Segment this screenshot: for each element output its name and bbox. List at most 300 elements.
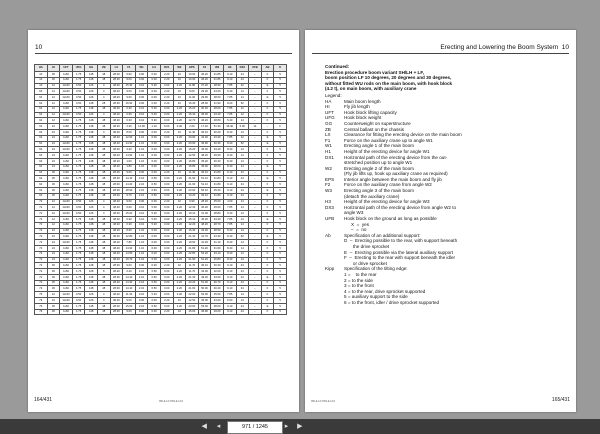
- table-cell: 6.50: [148, 274, 161, 280]
- table-cell: 9.10: [223, 274, 236, 280]
- table-cell: 1.75: [72, 176, 85, 182]
- table-cell: 48.20: [110, 95, 123, 101]
- option-line: the drive sprocket: [344, 244, 390, 249]
- column-header: HI: [47, 65, 60, 72]
- kipp-title: Specification of the tilting edge:: [344, 266, 408, 272]
- table-cell: 5.00: [236, 124, 249, 130]
- table-cell: 1x160: [60, 112, 73, 118]
- table-cell: 6.00: [148, 228, 161, 234]
- table-cell: 24: [47, 245, 60, 251]
- column-header: LX: [110, 65, 123, 72]
- table-cell: 2.20: [160, 95, 173, 101]
- table-cell: 51.00: [198, 280, 211, 286]
- table-cell: 43.00: [198, 269, 211, 275]
- table-cell: 7.85: [223, 95, 236, 101]
- legend-key: UFT: [325, 109, 334, 115]
- table-cell: 148: [85, 147, 98, 153]
- table-cell: 24.30: [211, 234, 224, 240]
- table-cell: F: [261, 269, 274, 275]
- table-cell: 5: [274, 193, 287, 199]
- table-cell: –: [249, 118, 262, 124]
- column-header: EPS: [186, 65, 199, 72]
- table-cell: 1.10: [135, 147, 148, 153]
- table-cell: 1.10: [135, 234, 148, 240]
- table-cell: 52.00: [198, 292, 211, 298]
- table-cell: F: [261, 199, 274, 205]
- legend-value: Height of the erecting device for angle W1: [344, 148, 430, 154]
- table-cell: F: [261, 228, 274, 234]
- table-cell: 11.70: [186, 269, 199, 275]
- table-cell: 30.30: [211, 263, 224, 269]
- table-cell: 48.20: [110, 292, 123, 298]
- table-cell: 5.30: [148, 205, 161, 211]
- table-cell: 0.00: [160, 176, 173, 182]
- table-cell: 5.30: [148, 292, 161, 298]
- legend-key: GG: [325, 120, 333, 126]
- table-cell: 9.10: [223, 280, 236, 286]
- table-cell: 16.40: [186, 112, 199, 118]
- table-cell: –: [249, 298, 262, 304]
- table-cell: 12: [47, 100, 60, 106]
- table-cell: 12: [47, 205, 60, 211]
- table-cell: 2.20: [173, 106, 186, 112]
- table-cell: 0.00: [148, 77, 161, 83]
- table-cell: 64: [35, 158, 48, 164]
- table-cell: F: [261, 286, 274, 292]
- table-cell: 1.75: [72, 309, 85, 315]
- table-cell: 0.50: [72, 205, 85, 211]
- table-cell: 28.20: [198, 199, 211, 205]
- table-cell: 0.00: [160, 187, 173, 193]
- table-cell: 36: [47, 263, 60, 269]
- table-cell: 12.30: [186, 205, 199, 211]
- table-cell: 9.10: [223, 72, 236, 78]
- table-cell: 9.10: [223, 182, 236, 188]
- table-cell: 148: [85, 141, 98, 147]
- last-page-icon[interactable]: ▶: [296, 423, 303, 430]
- table-cell: 8.40: [223, 234, 236, 240]
- table-cell: 14: [236, 129, 249, 135]
- table-cell: 24: [47, 251, 60, 257]
- table-cell: 148: [85, 309, 98, 315]
- table-cell: 72: [35, 216, 48, 222]
- legend-key: H1: [325, 148, 331, 154]
- table-cell: 0.50: [72, 95, 85, 101]
- table-cell: 16.30: [186, 100, 199, 106]
- table-cell: 6.50: [148, 280, 161, 286]
- table-cell: 72: [35, 251, 48, 257]
- table-cell: 6.30: [123, 118, 136, 124]
- table-cell: 9.10: [223, 303, 236, 309]
- table-cell: –: [249, 182, 262, 188]
- table-cell: 0.00: [160, 211, 173, 217]
- table-cell: 24: [47, 240, 60, 246]
- table-cell: 44: [236, 170, 249, 176]
- table-cell: 44: [236, 303, 249, 309]
- table-cell: 48: [97, 274, 110, 280]
- table-cell: 1x60: [60, 176, 73, 182]
- table-cell: 28.00: [198, 100, 211, 106]
- option-line: or drive sprocket: [344, 260, 387, 266]
- table-cell: 76: [35, 298, 48, 304]
- column-header: F1: [123, 65, 136, 72]
- table-cell: 12.50: [186, 298, 199, 304]
- table-cell: 14: [236, 205, 249, 211]
- legend-value: Hook block weight: [344, 115, 382, 121]
- table-cell: 6.00: [223, 298, 236, 304]
- table-cell: 5.40: [223, 118, 236, 124]
- table-cell: 1.75: [72, 234, 85, 240]
- table-cell: 1x60: [60, 216, 73, 222]
- table-cell: 64: [35, 187, 48, 193]
- legend-value: Horizontal path of the erecting device from the out-: [344, 154, 448, 160]
- table-cell: 148: [85, 153, 98, 159]
- table-cell: 2.20: [160, 298, 173, 304]
- table-cell: 44: [236, 286, 249, 292]
- table-cell: 4: [97, 129, 110, 135]
- table-cell: 0.10: [135, 118, 148, 124]
- table-cell: 5: [274, 100, 287, 106]
- table-cell: 4: [97, 95, 110, 101]
- column-header: AB: [261, 65, 274, 72]
- table-cell: 2.10: [135, 182, 148, 188]
- table-cell: 5: [274, 153, 287, 159]
- table-cell: 12: [236, 112, 249, 118]
- column-header: W1: [135, 65, 148, 72]
- table-cell: 10: [173, 89, 186, 95]
- table-cell: 72: [35, 245, 48, 251]
- table-cell: 1.75: [72, 164, 85, 170]
- table-cell: 22.00: [186, 292, 199, 298]
- table-cell: 2.20: [160, 263, 173, 269]
- column-header: DX3: [236, 65, 249, 72]
- table-cell: 2.20: [160, 170, 173, 176]
- table-cell: 0.00: [160, 222, 173, 228]
- table-cell: 24: [47, 124, 60, 130]
- table-cell: –: [249, 95, 262, 101]
- table-cell: 2.10: [135, 187, 148, 193]
- header-chapter-number: 10: [561, 44, 569, 51]
- table-cell: 12: [47, 95, 60, 101]
- table-cell: 14.10: [123, 286, 136, 292]
- table-cell: 21.85: [211, 72, 224, 78]
- table-cell: 48: [97, 187, 110, 193]
- table-cell: 1x160: [60, 205, 73, 211]
- option-line: F – Erecting to the rear with support beneath the idler: [344, 255, 456, 261]
- table-cell: 48.20: [110, 199, 123, 205]
- table-cell: 5: [274, 216, 287, 222]
- table-cell: 0.50: [72, 298, 85, 304]
- table-cell: 0.00: [160, 280, 173, 286]
- table-cell: 2.20: [173, 118, 186, 124]
- table-body: [35, 72, 287, 315]
- table-cell: 10: [173, 309, 186, 315]
- table-cell: 48.20: [110, 245, 123, 251]
- table-cell: 14: [236, 228, 249, 234]
- table-cell: 9.10: [223, 187, 236, 193]
- table-cell: 30.30: [211, 158, 224, 164]
- table-cell: 0.00: [135, 77, 148, 83]
- table-cell: 31.00: [198, 211, 211, 217]
- table-cell: 5: [274, 187, 287, 193]
- table-cell: 48.20: [110, 129, 123, 135]
- table-cell: 2.20: [173, 286, 186, 292]
- table-cell: 0.00: [135, 72, 148, 78]
- table-cell: –: [249, 187, 262, 193]
- table-cell: 48.20: [110, 164, 123, 170]
- table-cell: 48: [97, 240, 110, 246]
- table-cell: 10: [173, 263, 186, 269]
- column-header: UFG: [72, 65, 85, 72]
- table-cell: 36: [47, 187, 60, 193]
- table-cell: 23.20: [186, 280, 199, 286]
- table-cell: 1x160: [60, 83, 73, 89]
- table-cell: 2.10: [135, 274, 148, 280]
- table-cell: 12.60: [123, 135, 136, 141]
- table-cell: 36: [47, 182, 60, 188]
- table-cell: 36: [47, 170, 60, 176]
- table-cell: 42.30: [198, 135, 211, 141]
- table-cell: 0.00: [160, 269, 173, 275]
- table-cell: –: [249, 170, 262, 176]
- table-cell: F: [261, 153, 274, 159]
- table-cell: 12.50: [186, 153, 199, 159]
- table-cell: 126: [85, 112, 98, 118]
- table-cell: 14: [236, 95, 249, 101]
- table-cell: 5: [274, 129, 287, 135]
- table-cell: 48: [97, 182, 110, 188]
- table-cell: 48.20: [110, 147, 123, 153]
- table-cell: 9.10: [223, 269, 236, 275]
- prev-page-icon[interactable]: ◂: [216, 423, 221, 430]
- table-cell: 1.75: [72, 129, 85, 135]
- table-cell: 2.20: [173, 153, 186, 159]
- table-cell: E: [261, 135, 274, 141]
- table-cell: 36.20: [198, 72, 211, 78]
- table-cell: 28.30: [110, 72, 123, 78]
- table-cell: 11.30: [186, 170, 199, 176]
- table-cell: –: [249, 257, 262, 263]
- first-page-icon[interactable]: ◀: [201, 423, 208, 430]
- column-header: H3: [223, 65, 236, 72]
- legend-key: HI: [325, 104, 330, 110]
- column-header: UFT: [60, 65, 73, 72]
- table-cell: 48.20: [110, 222, 123, 228]
- column-header: H1: [148, 65, 161, 72]
- table-cell: 7.85: [223, 135, 236, 141]
- table-cell: 1.75: [72, 77, 85, 83]
- table-cell: 64: [35, 100, 48, 106]
- table-cell: 148: [85, 106, 98, 112]
- table-cell: 148: [85, 216, 98, 222]
- page-number-field[interactable]: [227, 421, 283, 434]
- table-cell: 148: [85, 118, 98, 124]
- table-cell: 35.20: [211, 187, 224, 193]
- table-cell: 9.00: [123, 199, 136, 205]
- ab-key: Ab: [325, 232, 331, 238]
- table-cell: 5: [274, 228, 287, 234]
- table-cell: 14: [236, 153, 249, 159]
- table-cell: 1.75: [72, 170, 85, 176]
- table-cell: 72: [35, 269, 48, 275]
- table-cell: 48.20: [110, 240, 123, 246]
- table-cell: 12: [47, 216, 60, 222]
- table-cell: 2.20: [173, 211, 186, 217]
- table-cell: 28.30: [110, 303, 123, 309]
- table-cell: 14: [236, 118, 249, 124]
- table-cell: 0.00: [148, 298, 161, 304]
- table-cell: 24.00: [211, 89, 224, 95]
- table-cell: 14: [236, 89, 249, 95]
- table-cell: 0.00: [148, 89, 161, 95]
- table-cell: 48: [97, 257, 110, 263]
- table-cell: 38.00: [211, 303, 224, 309]
- table-cell: 36.10: [198, 170, 211, 176]
- table-cell: 1.10: [135, 141, 148, 147]
- table-cell: 23.90: [186, 187, 199, 193]
- table-cell: 21.90: [186, 257, 199, 263]
- table-cell: 5: [274, 170, 287, 176]
- table-cell: 44: [236, 269, 249, 275]
- table-cell: 9.10: [223, 309, 236, 315]
- table-cell: 5: [274, 112, 287, 118]
- table-cell: –: [249, 309, 262, 315]
- table-cell: 50.30: [198, 286, 211, 292]
- table-cell: 24: [47, 158, 60, 164]
- legend-value: Hook block lifting capacity: [344, 109, 397, 115]
- table-cell: F: [261, 257, 274, 263]
- table-cell: 126: [85, 199, 98, 205]
- table-cell: 148: [85, 158, 98, 164]
- table-cell: 14: [236, 216, 249, 222]
- kipp-options: [325, 272, 571, 306]
- table-cell: 12.70: [186, 118, 199, 124]
- table-cell: –: [249, 228, 262, 234]
- table-cell: 21.30: [186, 274, 199, 280]
- table-cell: 64: [35, 124, 48, 130]
- table-cell: 1x60: [60, 269, 73, 275]
- intro-line: Erection procedure boom variant SH/LH + LF,: [325, 69, 424, 75]
- table-cell: 0.10: [135, 211, 148, 217]
- table-cell: 31.60: [211, 245, 224, 251]
- legend-value: Main boom length: [344, 98, 381, 104]
- table-cell: 44: [236, 193, 249, 199]
- table-cell: 14.90: [123, 245, 136, 251]
- table-cell: 76: [35, 303, 48, 309]
- table-cell: 1.75: [72, 228, 85, 234]
- table-cell: 148: [85, 72, 98, 78]
- table-cell: 36: [47, 286, 60, 292]
- table-cell: 28: [97, 100, 110, 106]
- table-cell: 1x160: [60, 298, 73, 304]
- table-cell: 2.20: [173, 257, 186, 263]
- erection-table-wrapper: [34, 64, 287, 315]
- table-cell: 72: [35, 280, 48, 286]
- table-cell: 33.60: [211, 274, 224, 280]
- table-cell: 2.10: [135, 193, 148, 199]
- table-cell: 48: [97, 135, 110, 141]
- table-cell: 48.20: [110, 141, 123, 147]
- table-cell: 28.30: [110, 170, 123, 176]
- table-cell: 2.20: [173, 274, 186, 280]
- table-cell: 9.00: [123, 263, 136, 269]
- table-cell: 1x60: [60, 135, 73, 141]
- table-cell: 2.20: [173, 245, 186, 251]
- table-cell: 48: [97, 158, 110, 164]
- table-cell: 12: [47, 118, 60, 124]
- table-cell: 52: [236, 100, 249, 106]
- table-cell: 48.20: [110, 228, 123, 234]
- table-cell: 0.00: [160, 135, 173, 141]
- table-cell: –: [249, 211, 262, 217]
- table-cell: 31.80: [211, 170, 224, 176]
- table-cell: 1.75: [72, 193, 85, 199]
- table-cell: 1x60: [60, 251, 73, 257]
- table-cell: F: [261, 222, 274, 228]
- table-cell: 48: [97, 303, 110, 309]
- table-cell: 5.30: [148, 222, 161, 228]
- table-cell: 1x60: [60, 187, 73, 193]
- table-cell: 12.20: [186, 222, 199, 228]
- column-header: UFB: [249, 65, 262, 72]
- table-cell: 48: [97, 193, 110, 199]
- table-cell: 10: [35, 77, 48, 83]
- table-cell: 0.00: [135, 170, 148, 176]
- table-cell: 0.00: [135, 199, 148, 205]
- table-header-row: [35, 65, 287, 72]
- table-cell: 0.00: [135, 100, 148, 106]
- table-cell: 51.30: [211, 124, 224, 130]
- table-cell: 2.10: [135, 176, 148, 182]
- table-cell: 0.00: [160, 240, 173, 246]
- table-cell: E: [261, 274, 274, 280]
- table-cell: 14.90: [135, 124, 148, 130]
- table-cell: –: [249, 83, 262, 89]
- option-line: 6 = to the front, idler / drive sprocket supported: [344, 299, 440, 305]
- table-cell: 1.75: [72, 124, 85, 130]
- table-cell: 5: [274, 164, 287, 170]
- table-cell: 21.90: [186, 182, 199, 188]
- table-cell: 5: [274, 240, 287, 246]
- table-cell: 12: [47, 292, 60, 298]
- table-cell: 12: [47, 89, 60, 95]
- table-cell: 31.80: [211, 182, 224, 188]
- table-cell: 48: [97, 280, 110, 286]
- table-cell: 21.60: [186, 286, 199, 292]
- table-cell: 45.30: [198, 164, 211, 170]
- table-cell: 1x60: [60, 182, 73, 188]
- table-cell: 8.40: [223, 245, 236, 251]
- table-cell: 6.50: [148, 303, 161, 309]
- table-cell: 0.00: [148, 72, 161, 78]
- table-cell: E: [261, 164, 274, 170]
- table-cell: 5.30: [148, 112, 161, 118]
- table-cell: 10: [173, 77, 186, 83]
- table-cell: 64: [35, 170, 48, 176]
- table-cell: 48: [97, 263, 110, 269]
- table-cell: 9.00: [123, 170, 136, 176]
- table-cell: 41.20: [198, 240, 211, 246]
- table-cell: 0.00: [148, 129, 161, 135]
- table-cell: 11.30: [186, 129, 199, 135]
- table-cell: 5.30: [148, 211, 161, 217]
- next-page-icon[interactable]: ▸: [284, 423, 289, 430]
- table-cell: 16.90: [123, 100, 136, 106]
- table-cell: 6.50: [148, 187, 161, 193]
- table-cell: 1x160: [60, 240, 73, 246]
- table-cell: 1.10: [135, 135, 148, 141]
- table-cell: 12: [236, 106, 249, 112]
